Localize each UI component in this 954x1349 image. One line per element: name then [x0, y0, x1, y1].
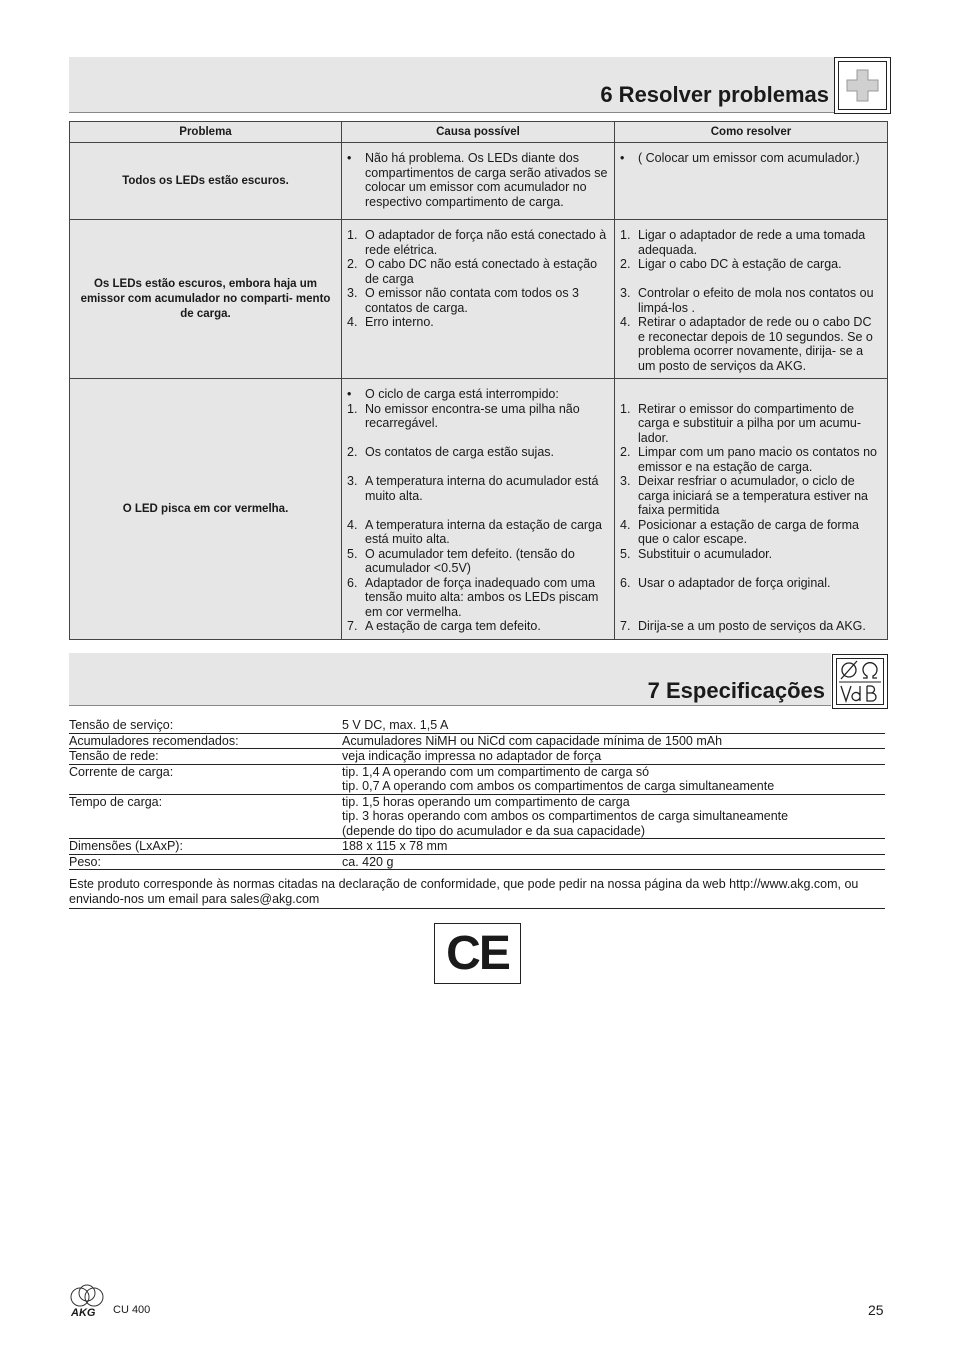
spec-value-line: Acumuladores NiMH ou NiCd com capacidade mínima de 1500 mAh [342, 733, 723, 748]
table-header-row [70, 122, 888, 143]
cause-line [347, 151, 608, 209]
spec-value-line: 188 x 115 x 78 mm [342, 839, 448, 853]
spec-row [69, 749, 885, 765]
solution-cell [615, 379, 888, 640]
cause-line [347, 576, 608, 620]
spec-key: Tensão de serviço: [69, 718, 174, 732]
solution-line [620, 151, 881, 166]
spec-row [69, 855, 885, 871]
troubleshooting-table [69, 121, 888, 640]
cause-text: Não há problema. Os LEDs diante dos compartimentos de carga serão ativados se colocar um emissor com acumulador no respectivo compartimento de carga. [365, 151, 608, 209]
solution-line [620, 315, 881, 373]
cause-marker: 4. [347, 315, 358, 329]
spec-value [342, 718, 885, 733]
section6-title: 6 Resolver problemas [600, 82, 829, 107]
table-row [70, 379, 888, 640]
solution-marker: 6. [620, 575, 631, 590]
solution-marker: 3. [620, 474, 631, 488]
problem-cell: Todos os LEDs estão escuros. [70, 143, 342, 220]
solution-marker: 2. [620, 257, 631, 271]
cause-cell [342, 220, 615, 379]
cause-marker: • [347, 387, 352, 401]
spec-row [69, 839, 885, 855]
cause-marker: 3. [347, 474, 358, 488]
solution-marker: 5. [620, 546, 631, 561]
cause-marker: • [347, 151, 352, 165]
solution-text: Ligar o cabo DC à estação de carga. [638, 257, 842, 271]
solution-line [620, 286, 881, 315]
section7-header [69, 653, 831, 706]
cause-line [347, 228, 608, 257]
spec-row [69, 765, 885, 795]
solution-text [638, 387, 881, 402]
solution-text: Deixar resfriar o acumulador, o ciclo de carga iniciará se a temperatura estiver na faixa permitida [638, 474, 868, 517]
cause-marker: 1. [347, 228, 358, 242]
solution-text: Controlar o efeito de mola nos contatos ou limpá-los . [638, 286, 874, 315]
spec-key: Tensão de rede: [69, 749, 159, 763]
spec-value [342, 765, 885, 794]
cause-line [347, 547, 608, 576]
spec-value-line: tip. 1,4 A operando com um compartimento de carga só [342, 764, 650, 779]
cause-text: O adaptador de força não está conectado à rede elétrica. [365, 228, 607, 257]
section7-title: 7 Especificações [647, 678, 825, 703]
specifications-list [69, 718, 885, 870]
cause-text: O ciclo de carga está interrompido: [365, 387, 559, 401]
solution-text: Ligar o adaptador de rede a uma tomada adequada. [638, 228, 866, 257]
spec-value-line: tip. 0,7 A operando com ambos os compartimentos de carga simultaneamente [342, 779, 775, 793]
spec-key: Tempo de carga: [69, 794, 163, 809]
solution-marker: 1. [620, 228, 631, 242]
solution-marker: 4. [620, 517, 631, 532]
cause-text: Erro interno. [365, 315, 434, 329]
solution-text: ( Colocar um emissor com acumulador.) [638, 151, 860, 165]
footer-model: CU 400 [113, 1304, 151, 1316]
conformity-note: Este produto corresponde às normas citadas na declaração de conformidade, que pode pedir na nossa página da web http://www.akg.com, ou enviando-nos um email para sales@akg.com [69, 877, 885, 909]
solution-line [620, 387, 881, 402]
problem-cell: Os LEDs estão escuros, embora haja um emissor com acumulador no comparti- mento de carga. [70, 220, 342, 379]
cause-text: O emissor não contata com todos os 3 contatos de carga. [365, 286, 579, 315]
solution-marker: 4. [620, 315, 631, 329]
cause-text: Adaptador de força inadequado com uma tensão muito alta: ambos os LEDs piscam em cor vermelha. [365, 575, 599, 619]
spec-value [342, 734, 885, 749]
spec-value-line: tip. 3 horas operando com ambos os compartimentos de carga simultaneamente [342, 809, 789, 823]
solution-line [620, 474, 881, 518]
cause-line [347, 474, 608, 503]
cause-text: A temperatura interna da estação de carga está muito alta. [365, 517, 602, 546]
table-row [70, 220, 888, 379]
solution-text: Usar o adaptador de força original. [638, 575, 831, 590]
cause-marker: 4. [347, 517, 358, 532]
spec-value [342, 795, 885, 839]
solution-line [620, 619, 881, 634]
solution-line [620, 547, 881, 562]
solution-text: Retirar o adaptador de rede ou o cabo DC e reconectar depois de 10 segundos. Se o problema ocorrer novamente, dirija- se a um posto de serviços da AKG. [638, 315, 873, 373]
problem-cell: O LED pisca em cor vermelha. [70, 379, 342, 640]
solution-line [620, 228, 881, 257]
solution-text: Posicionar a estação de carga de forma que o calor escape. [638, 517, 859, 546]
spec-key: Dimensões (LxAxP): [69, 839, 183, 853]
header-solution: Como resolver [615, 122, 888, 143]
cause-text: A estação de carga tem defeito. [365, 619, 541, 633]
header-cause: Causa possível [342, 122, 615, 143]
cause-cell [342, 143, 615, 220]
solution-marker: 1. [620, 401, 631, 416]
cause-marker: 3. [347, 286, 358, 300]
cause-marker: 5. [347, 546, 358, 561]
solution-line [620, 445, 881, 474]
spec-value-line: 5 V DC, max. 1,5 A [342, 718, 449, 732]
spec-key: Corrente de carga: [69, 764, 174, 779]
units-symbols-icon [832, 654, 888, 709]
solution-marker: • [620, 151, 625, 165]
spec-value [342, 839, 885, 854]
section6-header [69, 57, 887, 113]
solution-marker: 2. [620, 445, 631, 459]
akg-logo-text: AKG [71, 1307, 96, 1319]
cause-text: O acumulador tem defeito. (tensão do acumulador <0.5V) [365, 546, 575, 575]
solution-marker [620, 387, 638, 402]
cause-marker: 1. [347, 401, 358, 416]
solution-marker: 7. [620, 619, 631, 633]
cause-text: A temperatura interna do acumulador está muito alta. [365, 474, 599, 503]
spec-value [342, 749, 885, 764]
spec-value-line: (depende do tipo do acumulador e da sua capacidade) [342, 823, 645, 838]
cause-line [347, 619, 608, 634]
cause-cell [342, 379, 615, 640]
cause-line [347, 402, 608, 431]
cause-marker: 2. [347, 445, 358, 459]
solution-marker: 3. [620, 286, 631, 300]
spec-value-line: ca. 420 g [342, 854, 394, 869]
solution-cell [615, 143, 888, 220]
solution-cell [615, 220, 888, 379]
cause-line [347, 286, 608, 315]
cause-text: Os contatos de carga estão sujas. [365, 445, 554, 459]
spec-value-line: veja indicação impressa no adaptador de força [342, 749, 602, 763]
page-number: 25 [868, 1302, 884, 1318]
solution-line [620, 576, 881, 591]
cause-marker: 7. [347, 619, 358, 633]
cause-text: No emissor encontra-se uma pilha não recarregável. [365, 401, 580, 430]
header-problem: Problema [70, 122, 342, 143]
cause-text: O cabo DC não está conectado à estação de carga [365, 257, 598, 286]
cause-line [347, 257, 608, 286]
spec-key: Acumuladores recomendados: [69, 733, 239, 748]
spec-row [69, 734, 885, 750]
solution-line [620, 518, 881, 547]
solution-text: Retirar o emissor do compartimento de carga e substituir a pilha por um acumu- lador. [638, 401, 862, 445]
solution-line [620, 257, 881, 272]
solution-text: Substituir o acumulador. [638, 546, 773, 561]
cause-line [347, 387, 608, 402]
spec-key: Peso: [69, 854, 101, 869]
cause-marker: 2. [347, 257, 358, 271]
table-row [70, 143, 888, 220]
cause-line [347, 445, 608, 460]
spec-row [69, 795, 885, 840]
first-aid-cross-icon [834, 57, 891, 114]
spec-value-line: tip. 1,5 horas operando um compartimento de carga [342, 794, 630, 809]
cause-line [347, 315, 608, 330]
solution-line [620, 402, 881, 446]
spec-value [342, 855, 885, 870]
akg-logo-icon [67, 1284, 107, 1320]
ce-mark [434, 923, 521, 984]
ce-mark-text: CE [446, 927, 509, 980]
solution-text: Dirija-se a um posto de serviços da AKG. [638, 619, 866, 633]
spec-row [69, 718, 885, 734]
solution-text: Limpar com um pano macio os contatos no emissor e na estação de carga. [638, 445, 878, 474]
cause-line [347, 518, 608, 547]
cause-marker: 6. [347, 575, 358, 590]
